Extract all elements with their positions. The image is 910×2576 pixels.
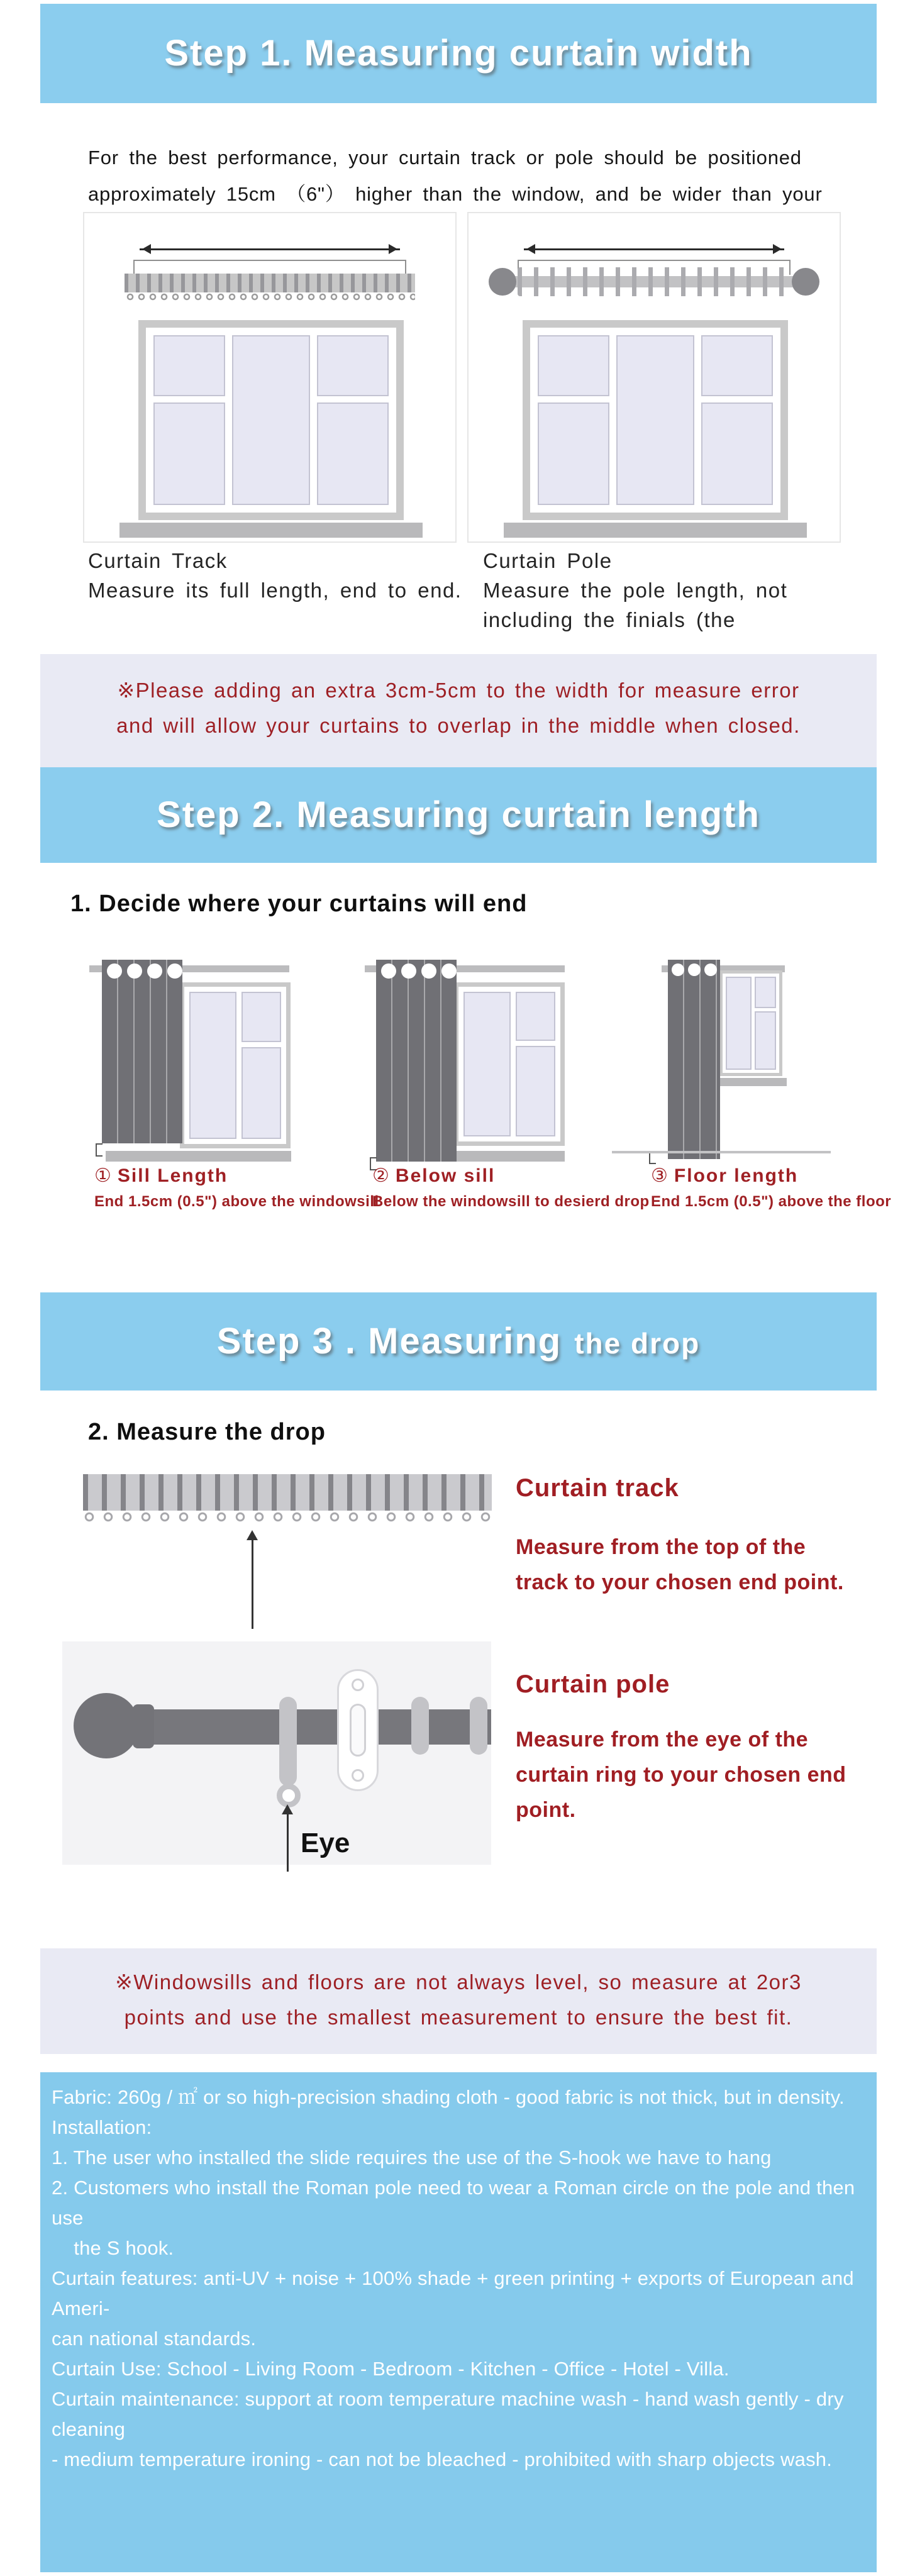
pole-bracket-graphic <box>337 1669 379 1791</box>
window-pane <box>538 335 609 396</box>
grommet-icon <box>441 963 457 979</box>
bracket-slot <box>350 1704 366 1757</box>
step3-banner-main: Step 3 . Measuring <box>216 1321 562 1362</box>
step2-banner: Step 2. Measuring curtain length <box>40 767 877 863</box>
below-sill-figure <box>363 936 571 1175</box>
pole-ring-graphic <box>411 1697 429 1755</box>
width-arrow-icon <box>524 248 784 250</box>
measure-mark <box>96 1143 103 1157</box>
curtain-track-graphic <box>125 274 415 292</box>
pole-finial-right <box>792 268 819 296</box>
track-drop-desc-line1: Measure from the top of the <box>516 1535 806 1559</box>
width-measure-note-line2: and will allow your curtains to overlap in the middle when closed. <box>116 714 801 737</box>
floor-line-graphic <box>612 1151 831 1153</box>
curtain-panel-graphic <box>668 960 720 1159</box>
window-pane <box>463 992 511 1136</box>
window-pane <box>726 977 752 1070</box>
windowsill-graphic <box>119 523 423 538</box>
window-graphic <box>719 970 782 1076</box>
window-pane <box>241 992 281 1042</box>
hanging-ring-graphic <box>279 1697 297 1786</box>
window-frame <box>146 328 396 513</box>
option-title-text: Below sill <box>395 1165 496 1186</box>
pole-drop-desc-line3: point. <box>516 1798 576 1822</box>
window-column-right <box>516 992 555 1136</box>
grommet-icon <box>107 963 122 979</box>
window-column-right <box>317 335 389 505</box>
window-column-left <box>153 335 225 505</box>
floor-length-caption <box>651 1165 891 1211</box>
window-pane <box>317 402 389 505</box>
option-title-text: Floor length <box>674 1165 799 1186</box>
window-column-right <box>701 335 773 505</box>
curtain-pole-caption <box>483 546 787 635</box>
pole-rings <box>518 267 791 296</box>
curtain-track-caption <box>88 546 462 605</box>
width-measure-note <box>40 654 877 769</box>
curtain-pole-graphic <box>496 267 812 296</box>
windowsill-graphic <box>106 1151 291 1162</box>
sill-length-caption <box>94 1165 379 1211</box>
floor-length-figure <box>629 936 846 1175</box>
pole-ring-graphic <box>470 1697 487 1755</box>
level-measure-note <box>40 1948 877 2054</box>
window-graphic <box>523 320 788 520</box>
step3-heading: 2. Measure the drop <box>88 1419 326 1445</box>
pole-rod-graphic <box>138 1709 491 1745</box>
option-title-text: Sill Length <box>117 1165 228 1186</box>
grommet-icon <box>688 963 701 976</box>
curtain-panel-graphic <box>102 960 182 1143</box>
sill-length-desc: End 1.5cm (0.5") above the windowsill <box>94 1193 379 1210</box>
grommet-icon <box>704 963 717 976</box>
pole-finial-stem <box>133 1704 154 1748</box>
window-pane <box>701 335 773 396</box>
footer-line-features: Curtain features: anti-UV + noise + 100% shade + green printing + exports of European and Ameri- <box>52 2267 858 2319</box>
pole-drop-desc <box>516 1722 846 1828</box>
window-pane <box>153 402 225 505</box>
step1-intro-line2: approximately 15cm （6"） higher than the window, and be wider than your <box>88 183 823 205</box>
step3-banner <box>40 1292 877 1391</box>
footer-line-fabric: Fabric: 260g / ㎡ or so high-precision shading cloth - good fabric is not thick, but in density. <box>52 2086 845 2108</box>
grommet-icon <box>421 963 436 979</box>
below-sill-title <box>372 1165 650 1187</box>
curtain-pole-panel <box>62 1641 491 1865</box>
window-pane <box>755 977 776 1008</box>
curtain-pole-caption-desc1: Measure the pole length, not <box>483 579 788 602</box>
footer-line-install-1: 1. The user who installed the slide requires the use of the S-hook we have to hang <box>52 2146 772 2168</box>
eye-arrow-icon <box>287 1809 289 1872</box>
curtain-track-caption-desc: Measure its full length, end to end. <box>88 579 462 602</box>
curtain-pole-caption-title: Curtain Pole <box>483 549 613 572</box>
sill-length-figure <box>88 936 296 1175</box>
windowsill-graphic <box>504 523 807 538</box>
grommet-icon <box>147 963 162 979</box>
footer-line-install-2: 2. Customers who install the Roman pole need to wear a Roman circle on the pole and then use <box>52 2177 861 2229</box>
curtain-track-caption-title: Curtain Track <box>88 549 228 572</box>
footer-line-use: Curtain Use: School - Living Room - Bedroom - Kitchen - Office - Hotel - Villa. <box>52 2358 730 2380</box>
window-pane <box>516 1046 555 1136</box>
footer-line-maintenance: Curtain maintenance: support at room temperature machine wash - hand wash gently - dry cleaning <box>52 2388 850 2440</box>
window-pane <box>232 335 309 505</box>
window-pane <box>755 1011 776 1070</box>
footer-line-features-2: can national standards. <box>52 2328 257 2350</box>
window-graphic <box>138 320 404 520</box>
measure-bracket <box>133 260 406 275</box>
step1-banner: Step 1. Measuring curtain width <box>40 4 877 103</box>
window-pane <box>317 335 389 396</box>
level-measure-note-line2: points and use the smallest measurement to ensure the best fit. <box>124 2006 793 2029</box>
step3-banner-sub: the drop <box>574 1327 701 1360</box>
track-hooks-graphic <box>125 292 415 301</box>
curtain-pole-caption-desc2: including the finials (the <box>483 608 736 631</box>
below-sill-caption <box>372 1165 650 1211</box>
window-column-middle <box>616 335 694 505</box>
option-number: ① <box>94 1165 113 1186</box>
step1-intro-line1: For the best performance, your curtain track or pole should be positioned <box>88 147 802 169</box>
option-number: ③ <box>651 1165 669 1186</box>
window-graphic <box>454 982 565 1146</box>
floor-length-title <box>651 1165 891 1187</box>
grommet-icon <box>672 963 684 976</box>
floor-length-desc: End 1.5cm (0.5") above the floor <box>651 1193 892 1210</box>
track-drop-title: Curtain track <box>516 1474 679 1502</box>
window-column-left <box>189 992 236 1139</box>
window-column-left <box>538 335 609 505</box>
sill-length-title <box>94 1165 379 1187</box>
pole-finial-graphic <box>74 1693 139 1758</box>
window-column-middle <box>232 335 309 505</box>
grommet-icon <box>381 963 396 979</box>
window-pane <box>616 335 694 505</box>
curtain-pole-figure <box>467 212 841 543</box>
curtain-track-graphic <box>83 1474 492 1511</box>
window-graphic <box>180 982 291 1148</box>
pole-drop-desc-line1: Measure from the eye of the <box>516 1728 809 1752</box>
level-measure-note-line1: ※Windowsills and floors are not always level, so measure at 2or3 <box>115 1970 802 1994</box>
product-info-footer <box>40 2072 877 2572</box>
step1-intro <box>88 140 823 213</box>
step2-heading: 1. Decide where your curtains will end <box>70 891 528 917</box>
windowsill-graphic <box>720 1078 787 1086</box>
window-pane <box>538 402 609 505</box>
below-sill-desc: Below the windowsill to desierd drop <box>372 1193 650 1210</box>
window-pane <box>701 402 773 505</box>
window-frame <box>458 987 560 1141</box>
window-frame <box>184 987 286 1144</box>
bracket-screw-icon <box>352 1769 364 1782</box>
grommet-icon <box>167 963 182 979</box>
grommet-icon <box>127 963 142 979</box>
window-pane <box>189 992 236 1139</box>
width-measure-note-line1: ※Please adding an extra 3cm-5cm to the width for measure error <box>117 679 800 702</box>
window-frame <box>530 328 780 513</box>
option-number: ② <box>372 1165 391 1186</box>
window-pane <box>241 1047 281 1139</box>
curtain-track-figure <box>83 212 457 543</box>
bracket-screw-icon <box>352 1679 364 1691</box>
width-arrow-icon <box>140 248 400 250</box>
eye-label: Eye <box>301 1828 350 1858</box>
pole-drop-title: Curtain pole <box>516 1670 670 1698</box>
drop-arrow-icon <box>252 1535 253 1629</box>
window-column-right <box>755 977 776 1070</box>
window-pane <box>516 992 555 1041</box>
grommet-icon <box>401 963 416 979</box>
pole-drop-desc-line2: curtain ring to your chosen end <box>516 1763 846 1787</box>
window-pane <box>153 335 225 396</box>
window-column-right <box>241 992 281 1139</box>
footer-line-install-2b: the S hook. <box>52 2237 174 2259</box>
track-drop-desc-line2: track to your chosen end point. <box>516 1570 844 1594</box>
footer-line-installation: Installation: <box>52 2116 152 2138</box>
track-hooks-graphic <box>83 1511 492 1523</box>
pole-finial-left <box>489 268 516 296</box>
curtain-panel-graphic <box>376 960 457 1162</box>
window-column-left <box>463 992 511 1136</box>
track-drop-desc <box>516 1530 844 1600</box>
window-frame <box>723 974 779 1073</box>
window-column-left <box>726 977 752 1070</box>
footer-line-maintenance-2: - medium temperature ironing - can not be bleached - prohibited with sharp objects wash. <box>52 2448 833 2470</box>
